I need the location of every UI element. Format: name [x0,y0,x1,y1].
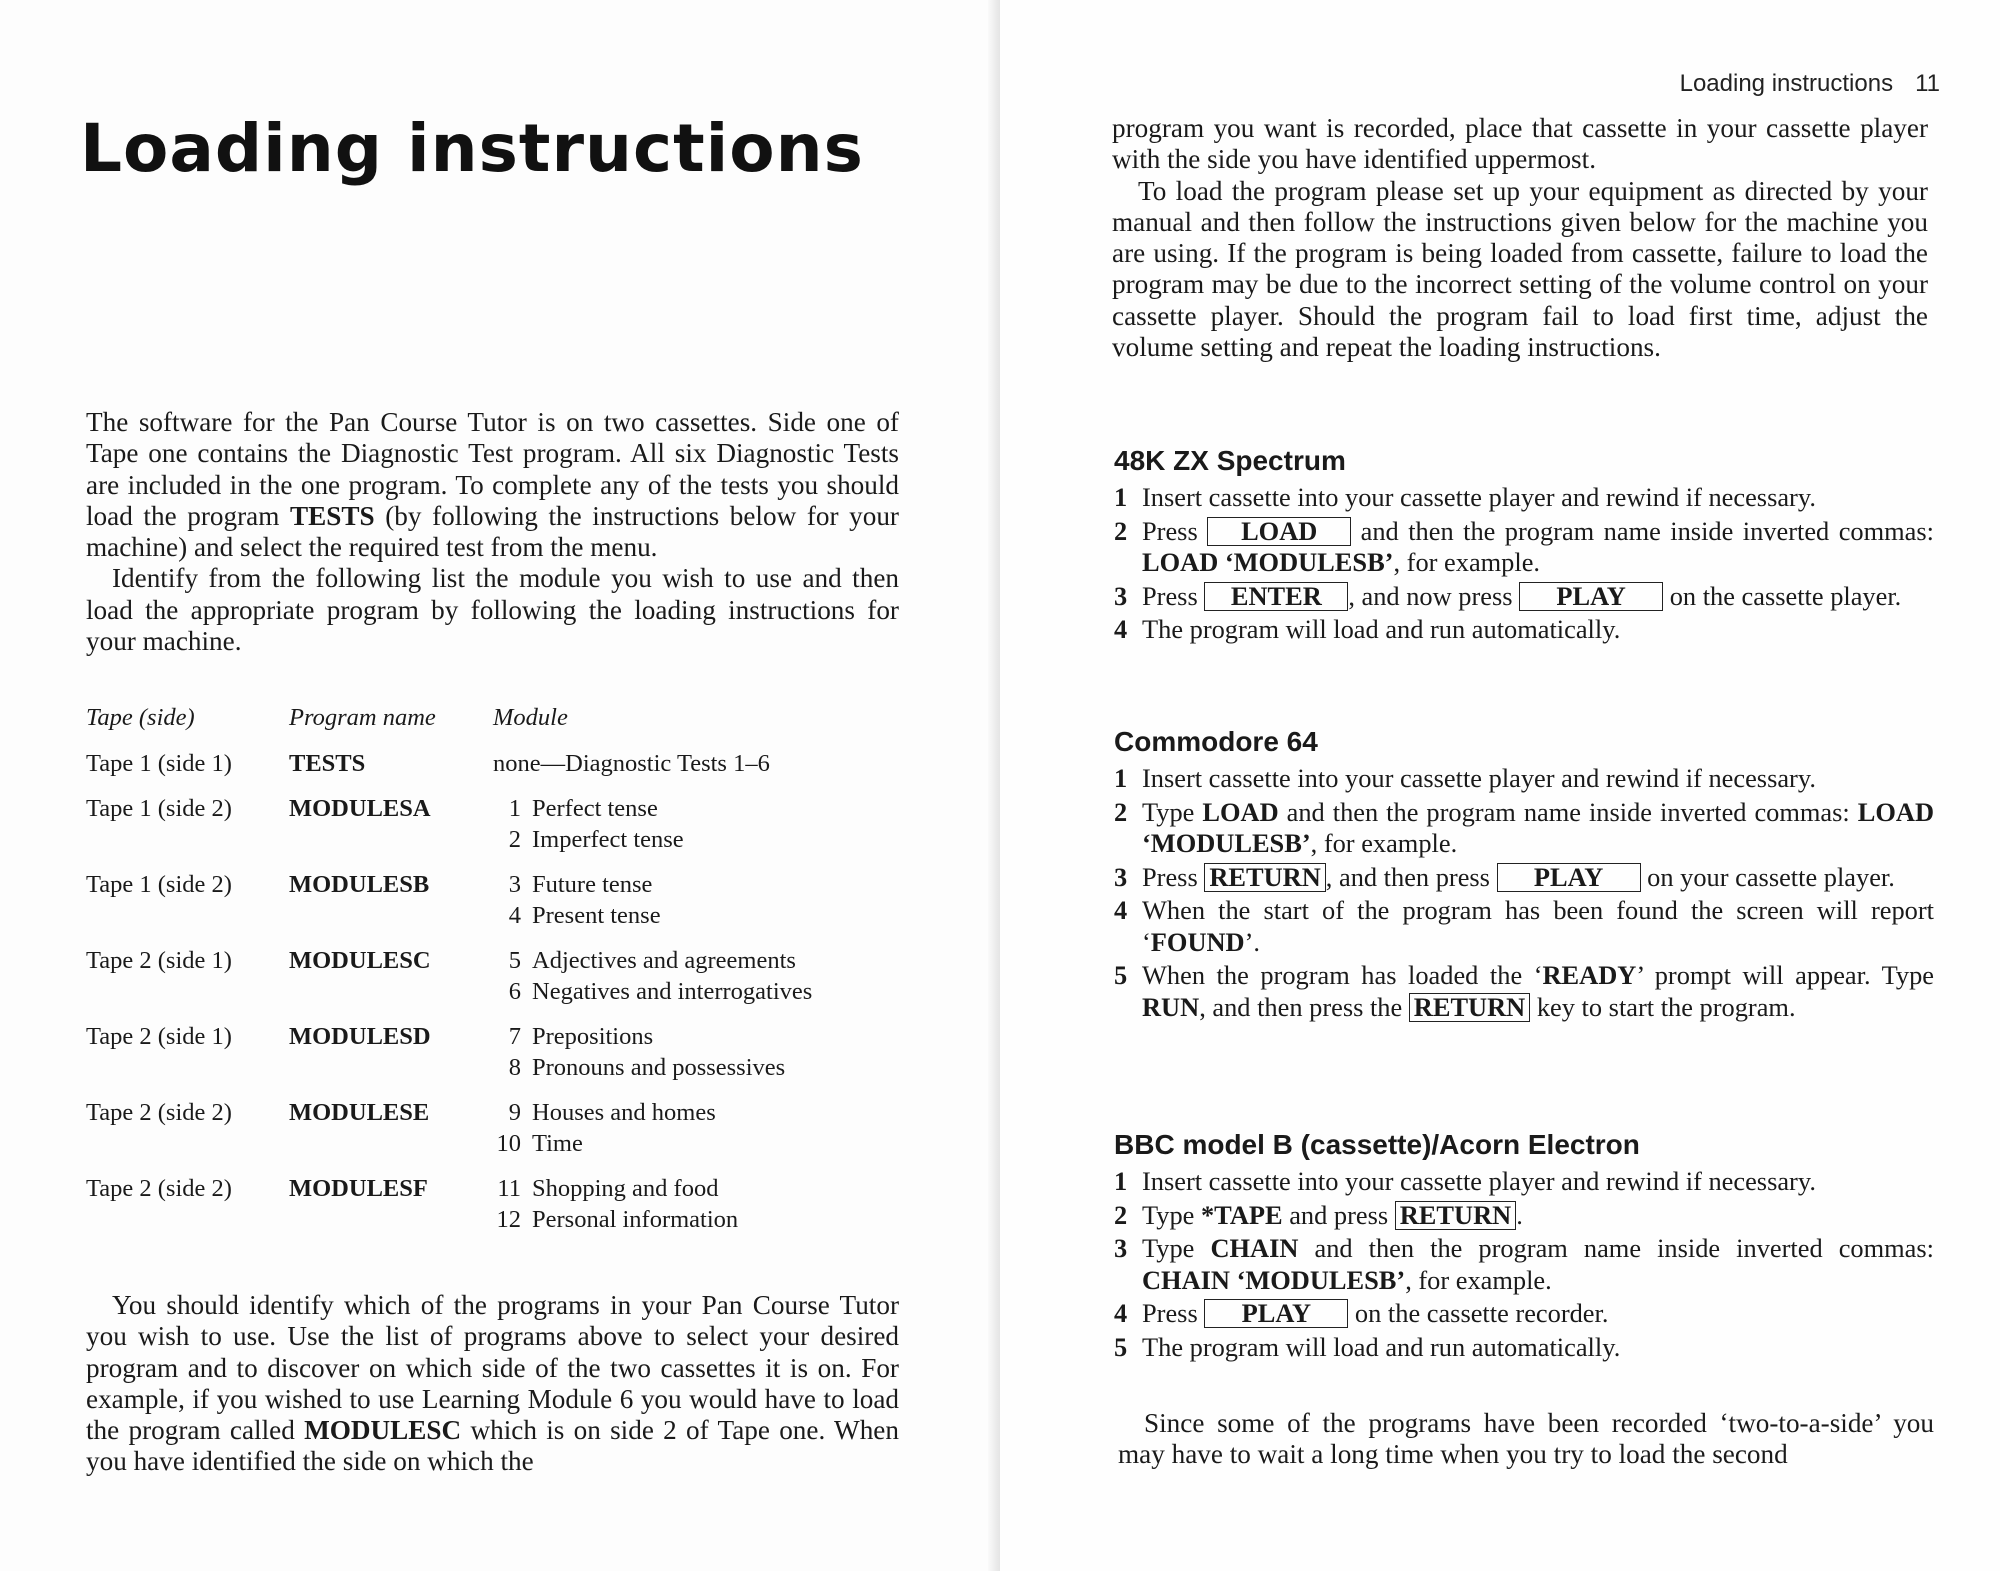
step [1114,1332,1934,1364]
step-number: 3 [1114,861,1128,892]
step-text: and then the program name inside inverted commas: [1298,1233,1934,1263]
text-run: which is on side 2 of Tape one. When you have identified the side on which the [86,1415,899,1477]
table-header [86,702,916,733]
header-tape: Tape (side) [86,704,195,731]
module-name: Perfect tense [532,795,658,822]
step [1114,960,1934,1023]
step [1114,862,1934,894]
step-number: 1 [1114,763,1128,793]
text-run: The software for the Pan Course Tutor is on two cassettes. Side one of Tape one contains the Diagnostic Test program. All six Diagnostic Tests are included in the one program. To complete any of the tests you should load the program [86,407,899,531]
step-text: on the cassette recorder. [1348,1298,1609,1328]
key-cap-return: RETURN [1204,863,1325,892]
step-number: 3 [1114,580,1128,611]
table-row [86,1021,916,1083]
key-cap-return: RETURN [1395,1201,1516,1230]
cell-tape: Tape 1 (side 2) [86,871,232,898]
step-text: Type [1142,1199,1201,1230]
key-cap-play: PLAY [1204,1299,1348,1328]
cell-program: MODULESE [289,1099,430,1126]
table-row [86,793,916,855]
step-text: Press [1142,1298,1205,1328]
module-name: Future tense [532,871,653,898]
key-cap-return: RETURN [1409,993,1530,1022]
bottom-paragraph [86,1290,899,1478]
cell-program: MODULESD [289,1023,431,1050]
step [1114,1200,1934,1232]
step-number: 4 [1114,1298,1128,1328]
key-cap-play: PLAY [1497,863,1641,892]
right-page [1000,0,2000,1571]
program-name: MODULESC [304,1415,462,1446]
step-text: and then the program name inside inverted commas: [1278,796,1858,827]
step-list [1114,482,1934,646]
step-number: 2 [1114,515,1128,546]
module-number: 12 [496,1206,521,1233]
step-number: 1 [1114,1166,1128,1196]
continued-text [1112,113,1928,363]
step-number: 3 [1114,1233,1128,1263]
module-name: Shopping and food [532,1175,719,1202]
table-row [86,945,916,1007]
module-number: 2 [508,826,521,853]
cell-tape: Tape 2 (side 1) [86,1023,232,1050]
step [1114,614,1934,646]
cell-program: MODULESB [289,871,430,898]
step-text: Insert cassette into your cassette player and rewind if necessary. [1142,482,1816,512]
command-text: LOAD ‘MODULESB’ [1142,796,1935,858]
command-text: CHAIN ‘MODULESB’ [1142,1264,1406,1295]
intro-text [86,407,899,657]
continued-paragraph-2: To load the program please set up your equipment as directed by your manual and then follow the instructions given below for the machine you are using. If the program is being loaded from cassette, failure to load the program may be due to the incorrect setting of the volume control on your cassette player. Should the program fail to load first time, adjust the volume setting and repeat the loading instructions. [1112,175,1928,363]
intro-paragraph-1 [86,407,899,563]
step-text: ’ prompt will appear. Type [1636,960,1935,990]
page-number: 11 [1915,70,1940,97]
section-heading: 48K ZX Spectrum [1114,445,1346,476]
module-number: 8 [508,1054,521,1081]
step-text: Insert cassette into your cassette player and rewind if necessary. [1142,1166,1816,1196]
module-number: 3 [508,871,521,898]
step-number: 2 [1114,796,1128,827]
cell-tape: Tape 1 (side 2) [86,795,232,822]
step-number: 4 [1114,895,1128,925]
command-text: LOAD [1202,796,1279,827]
module-name: Prepositions [532,1023,654,1050]
step-text: The program will load and run automatically. [1142,1331,1621,1362]
program-table [86,702,916,1249]
module-name: Present tense [532,902,661,929]
step-number: 2 [1114,1199,1128,1230]
program-name: TESTS [289,500,375,531]
key-cap-enter: ENTER [1204,582,1348,611]
text-run: (by following the instructions below for your machine) and select the required test from the menu. [86,500,899,563]
step [1114,797,1934,860]
module-number: 6 [508,978,521,1005]
step-list [1114,1166,1934,1363]
table-row [86,1173,916,1235]
cell-module: none—Diagnostic Tests 1–6 [493,750,770,777]
step-text: on the cassette player. [1663,580,1902,611]
step-number: 5 [1114,1331,1128,1362]
step-text: When the program has loaded the ‘ [1142,960,1543,990]
module-name: Pronouns and possessives [532,1054,786,1081]
module-number: 4 [508,902,521,929]
step-text: key to start the program. [1530,991,1796,1022]
section-heading: BBC model B (cassette)/Acorn Electron [1114,1129,1640,1160]
step-text: The program will load and run automatically. [1142,614,1621,644]
step-text: , for example. [1405,1264,1552,1295]
step-list [1114,763,1934,1023]
step-text: ’. [1244,926,1261,957]
step-text: on your cassette player. [1640,861,1895,892]
module-number: 1 [508,795,521,822]
step-text: , and then press [1325,861,1497,892]
step-text: Press [1142,515,1208,546]
step-text: , for example. [1310,828,1458,858]
cell-program: TESTS [289,750,366,777]
step [1114,895,1934,958]
module-name: Negatives and interrogatives [532,978,813,1005]
step-text: , and then press the [1199,991,1409,1022]
command-text: RUN [1142,991,1200,1022]
continued-paragraph-1: program you want is recorded, place that cassette in your cassette player with the side you have identified uppermost. [1112,113,1928,175]
step-text: When the start of the program has been found the screen will report ‘ [1142,895,1934,957]
section-bbc-acorn [1114,1128,1934,1365]
running-head-title: Loading instructions [1679,70,1894,97]
module-name: Houses and homes [532,1099,716,1126]
cell-tape: Tape 1 (side 1) [86,750,232,777]
page-title: Loading instructions [80,110,864,187]
step [1114,581,1934,613]
module-number: 10 [496,1130,521,1157]
step-text: Press [1142,861,1205,892]
step [1114,1233,1934,1296]
intro-paragraph-2: Identify from the following list the module you wish to use and then load the appropriate program by following the loading instructions for your machine. [86,563,899,657]
step-number: 1 [1114,482,1128,512]
key-cap-load: LOAD [1207,517,1351,546]
table-row [86,1097,916,1159]
command-text: FOUND [1150,926,1245,957]
step [1114,1298,1934,1330]
step-number: 5 [1114,960,1128,990]
cell-program: MODULESC [289,947,431,974]
section-zx-spectrum [1114,444,1934,648]
closing-paragraph: Since some of the programs have been recorded ‘two-to-a-side’ you may have to wait a long time when you try to load the second [1118,1408,1934,1470]
step-text: Type [1142,1233,1211,1263]
cell-tape: Tape 2 (side 2) [86,1175,232,1202]
table-row [86,748,916,779]
closing-text [1118,1408,1934,1471]
step-number: 4 [1114,614,1128,644]
header-module: Module [493,704,568,731]
section-commodore-64 [1114,725,1934,1025]
step-text: , and now press [1348,580,1520,611]
module-number: 5 [508,947,521,974]
text-run: You should identify which of the programs in your Pan Course Tutor you wish to use. Use the list of programs above to select your desired program and to discover on which side of the two cassettes it is on. For example, if you wished to use Learning Module 6 you would have to load the program called [86,1290,899,1446]
command-text: CHAIN [1210,1233,1299,1263]
section-heading: Commodore 64 [1114,726,1318,757]
module-name: Adjectives and agreements [532,947,796,974]
module-name: Time [532,1130,583,1157]
step-text: Press [1142,580,1205,611]
module-name: Personal information [532,1206,739,1233]
cell-program: MODULESF [289,1175,428,1202]
command-text: READY [1542,960,1637,990]
step-text: Type [1142,796,1203,827]
command-text: *TAPE [1200,1199,1283,1230]
module-number: 11 [497,1175,521,1202]
key-cap-play: PLAY [1519,582,1663,611]
cell-tape: Tape 2 (side 1) [86,947,232,974]
bottom-text [86,1290,899,1478]
step [1114,516,1934,579]
table-row [86,869,916,931]
step-text: . [1516,1199,1523,1230]
step [1114,763,1934,795]
running-head [1680,70,1940,98]
module-number: 9 [508,1099,521,1126]
module-number: 7 [508,1023,521,1050]
step [1114,1166,1934,1198]
step [1114,482,1934,514]
header-program: Program name [289,704,436,731]
step-text: , for example. [1393,547,1541,577]
command-text: LOAD ‘MODULESB’ [1142,547,1394,577]
cell-tape: Tape 2 (side 2) [86,1099,232,1126]
cell-program: MODULESA [289,795,431,822]
step-text: and press [1282,1199,1395,1230]
step-text: Insert cassette into your cassette player and rewind if necessary. [1142,763,1816,793]
step-text: and then the program name inside inverted commas: [1351,515,1934,546]
module-name: Imperfect tense [532,826,684,853]
